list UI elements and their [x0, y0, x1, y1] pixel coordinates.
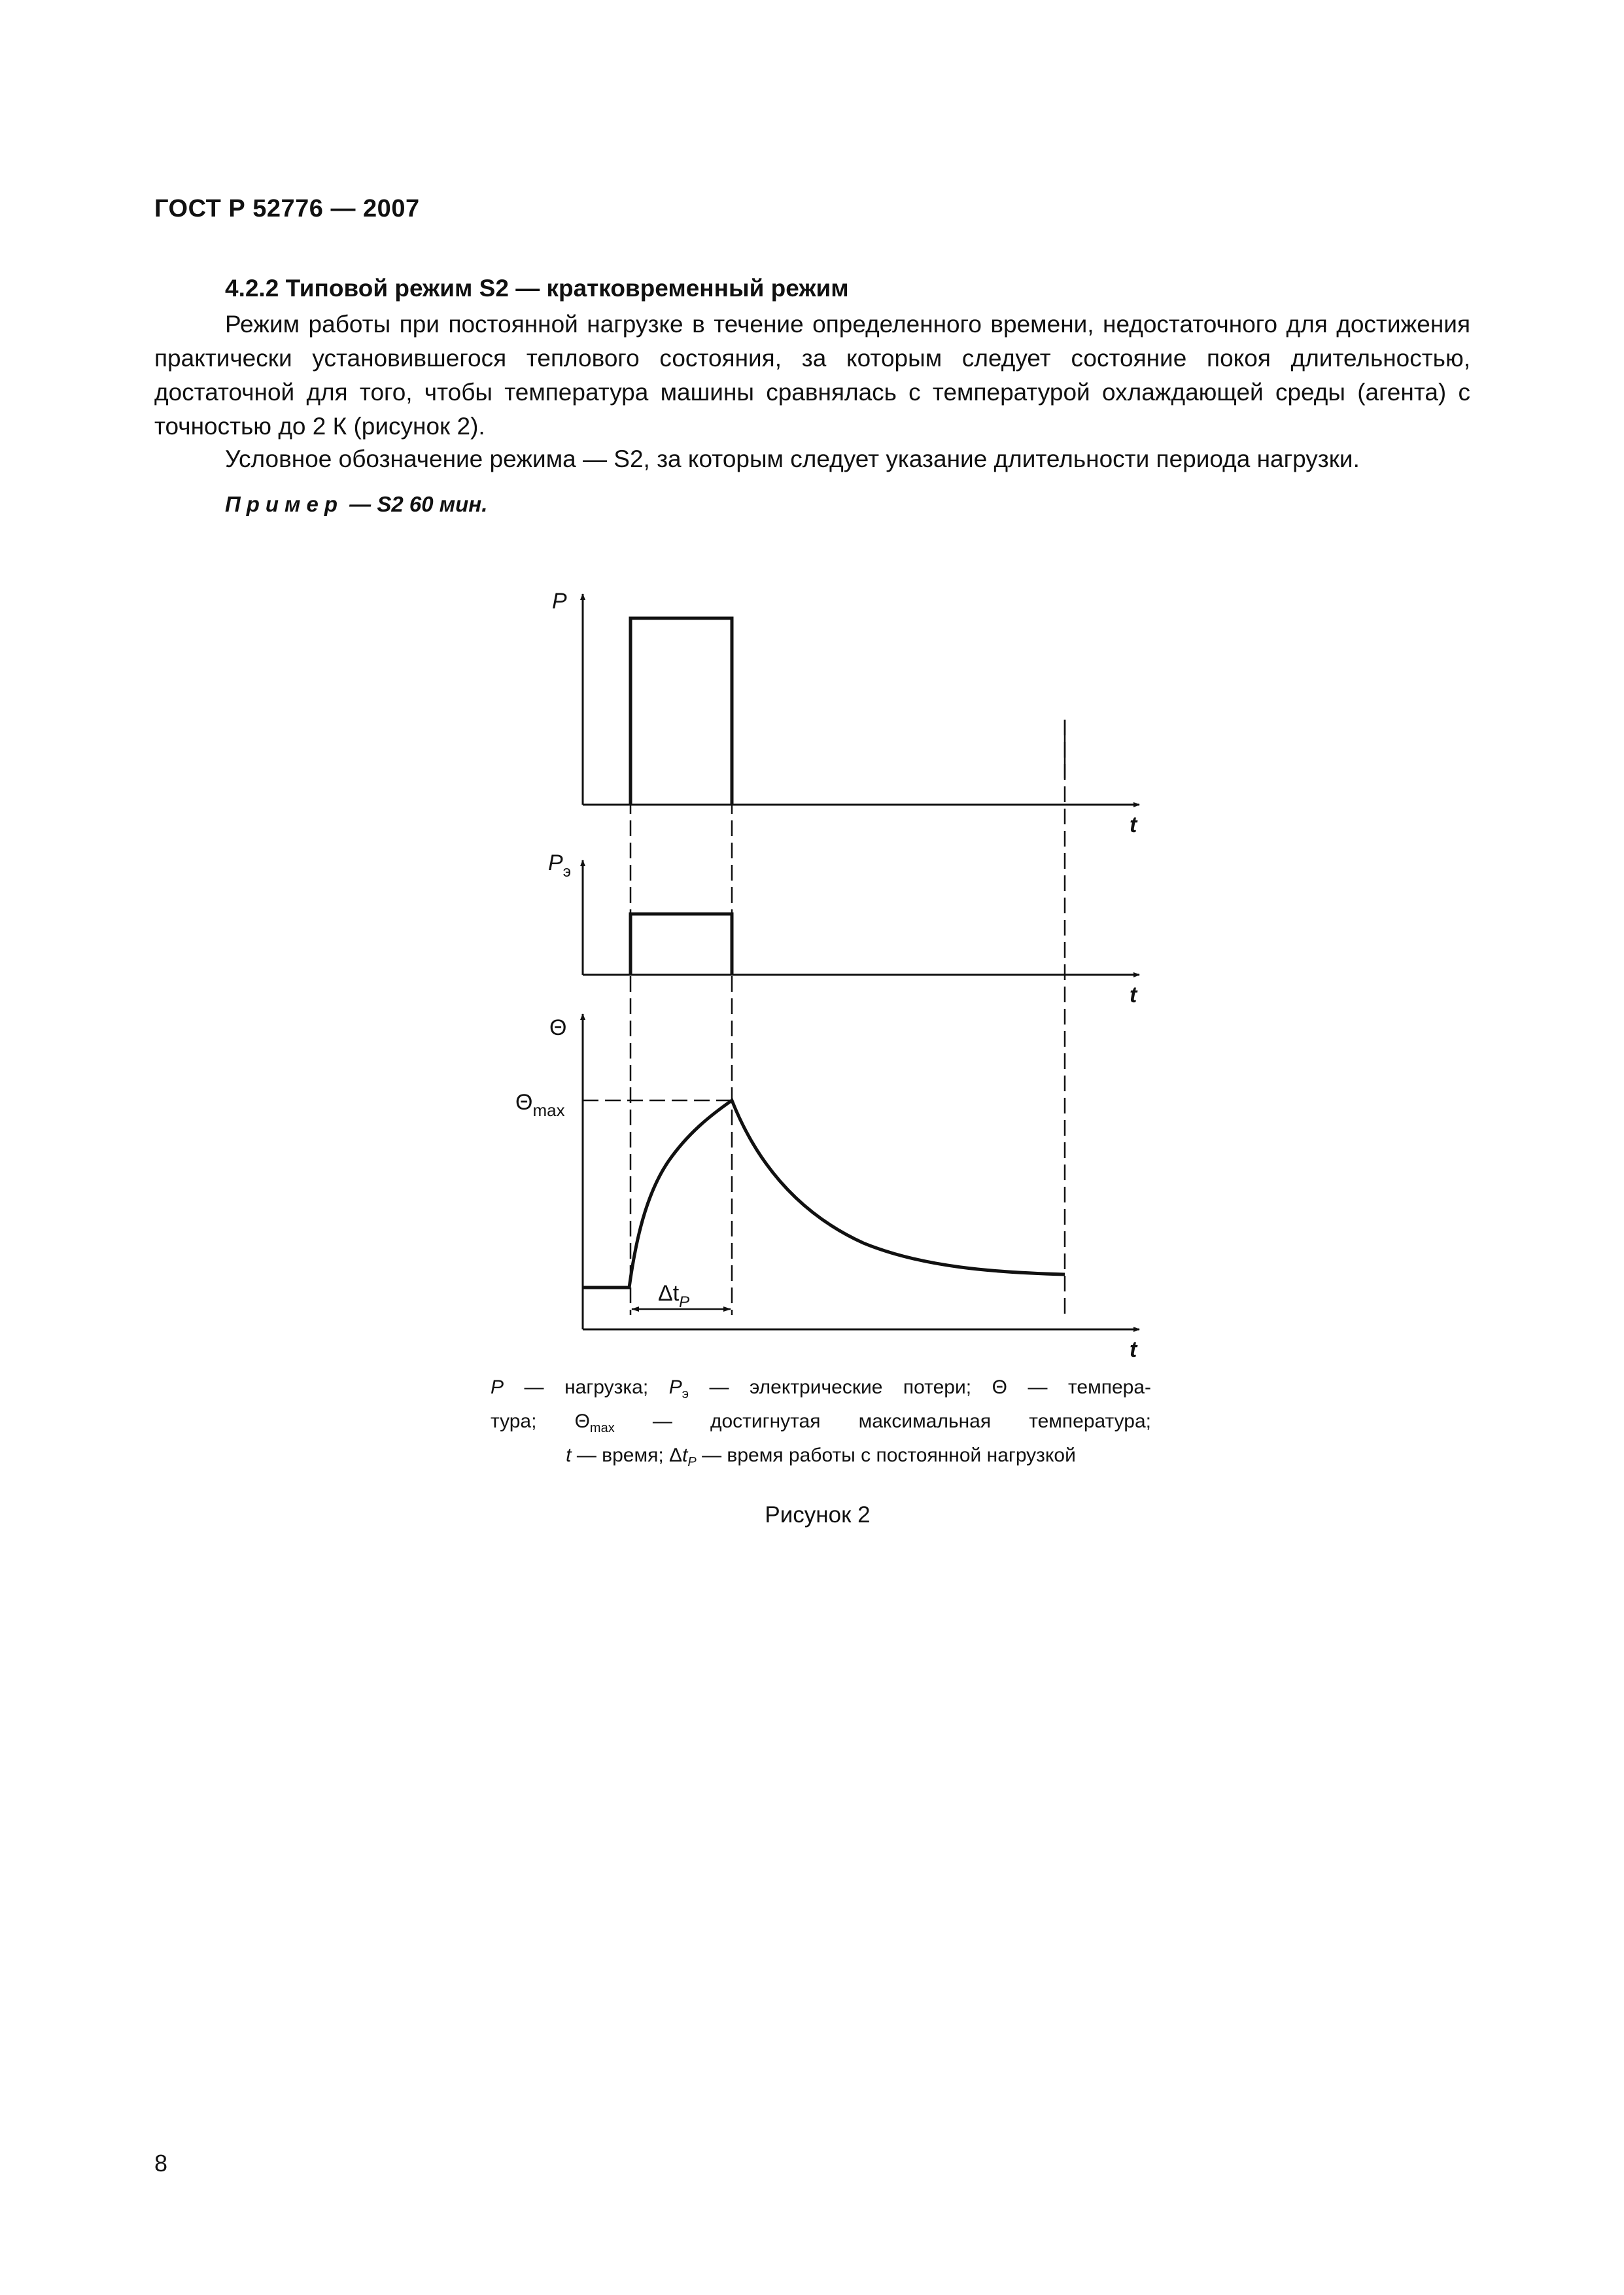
temperature-curve: [583, 1100, 1065, 1288]
paragraph-designation: [154, 442, 1470, 476]
legend-theta-desc: тура; Θ: [491, 1410, 590, 1432]
legend-p-symbol: P: [491, 1376, 504, 1398]
delta-tp-label: [658, 1281, 689, 1311]
theta-axis-label: Θ: [549, 1015, 567, 1040]
pe-time-label: t: [1130, 983, 1137, 1007]
figure-legend: [491, 1374, 1151, 1476]
p-time-label: t: [1130, 813, 1137, 837]
legend-tp-symbol: t: [682, 1445, 688, 1466]
delta-tp-label-main: Δt: [658, 1281, 680, 1306]
legend-t-symbol: t: [566, 1445, 572, 1466]
theta-max-label-main: Θ: [515, 1090, 533, 1115]
pe-axis-label: [548, 850, 571, 881]
legend-theta-max-desc: — достигнутая максимальная температура;: [614, 1410, 1151, 1432]
dashed-guides: [631, 720, 1065, 1315]
delta-tp-label-sub: P: [679, 1293, 690, 1311]
paragraph-definition-text: Режим работы при постоянной нагрузке в течение определенного времени, недостаточного для достижения практически установившегося теплового состояния, за которым следует состояние покоя длительностью, достаточной для того, чтобы температура машины сравнялась с температурой охлаждающей среды (агента) с точностью до 2 К (рисунок 2).: [154, 311, 1470, 440]
legend-pe-desc: — электрические потери; Θ — темпера-: [688, 1376, 1151, 1398]
pe-axis-label-main: P: [548, 850, 563, 875]
legend-pe-symbol: P: [668, 1376, 682, 1398]
page-number: 8: [154, 2150, 168, 2177]
section-heading: 4.2.2 Типовой режим S2 — кратковременный режим: [225, 275, 849, 302]
theta-max-label: [515, 1090, 565, 1120]
legend-p-desc: — нагрузка;: [504, 1376, 669, 1398]
losses-pulse: [631, 914, 732, 975]
plot-load: [552, 589, 1139, 837]
plot-electrical-losses: [548, 850, 1139, 1007]
legend-t-desc: — время; Δ: [571, 1445, 683, 1466]
example-text: — S2 60 мин.: [349, 492, 488, 516]
p-axis-label: P: [552, 589, 567, 614]
pe-axis-label-sub: э: [562, 863, 571, 881]
figure-s2-duty-diagram: [497, 563, 1151, 1361]
load-pulse: [631, 618, 732, 805]
plot-temperature: [515, 1014, 1139, 1361]
legend-line-3: [491, 1442, 1151, 1476]
document-number-header: ГОСТ Р 52776 — 2007: [154, 195, 420, 222]
theta-time-label: t: [1130, 1337, 1137, 1361]
legend-line-2: [491, 1408, 1151, 1442]
legend-line-1: [491, 1374, 1151, 1408]
paragraph-definition: [154, 307, 1470, 444]
legend-pe-sub: э: [682, 1387, 689, 1401]
legend-tp-sub: P: [687, 1455, 697, 1469]
theta-max-label-sub: max: [532, 1100, 565, 1120]
paragraph-designation-text: Условное обозначение режима — S2, за которым следует указание длительности периода нагрузки.: [225, 446, 1360, 472]
figure-caption: Рисунок 2: [765, 1502, 871, 1528]
legend-tp-desc: — время работы с постоянной нагрузкой: [696, 1445, 1076, 1466]
legend-theta-max-sub: max: [589, 1421, 615, 1435]
example-line: [225, 492, 487, 517]
example-prefix: Пример: [225, 492, 343, 516]
